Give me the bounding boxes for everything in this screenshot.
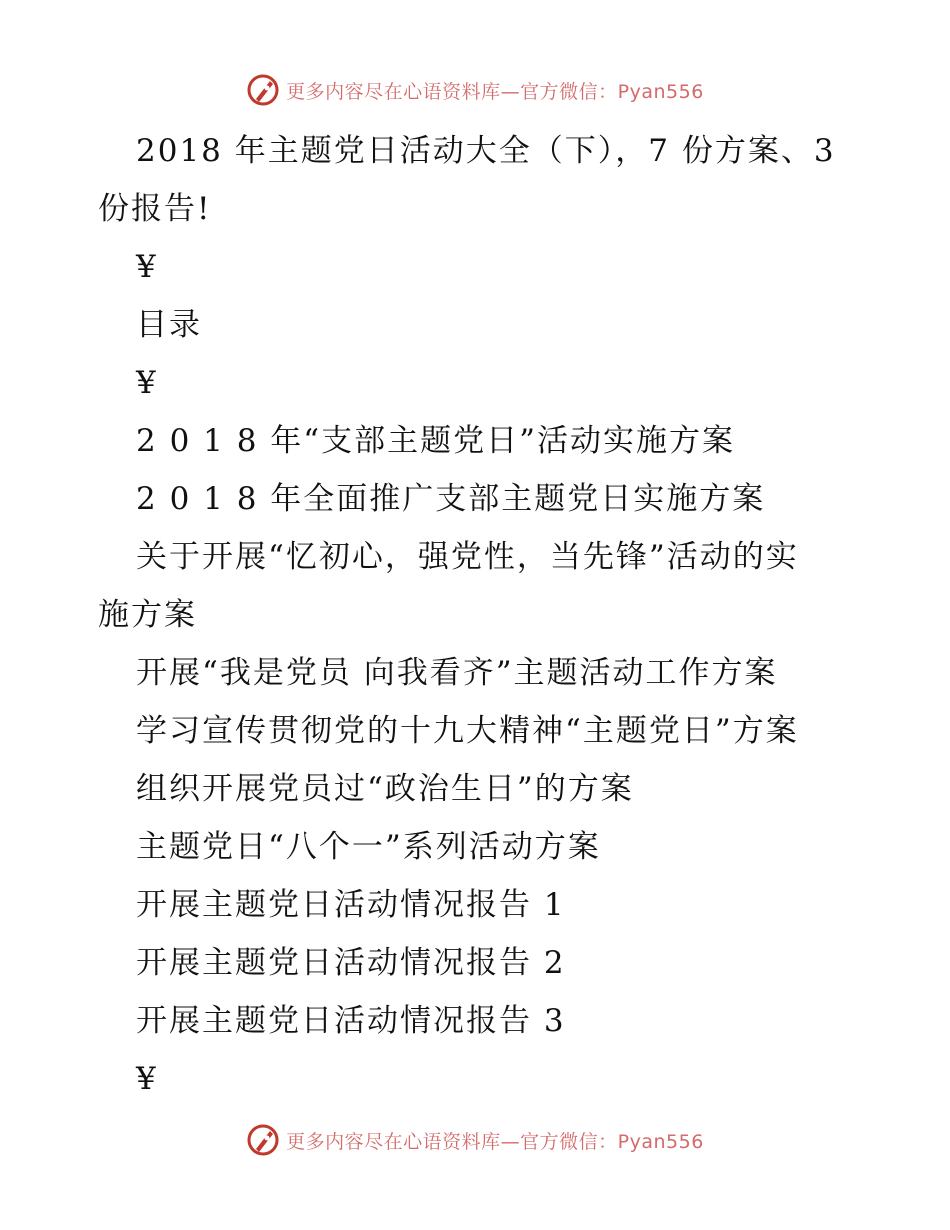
- watermark-text: 更多内容尽在心语资料库—官方微信：Pyan556: [286, 1130, 704, 1153]
- yen-marker: ¥: [136, 1061, 158, 1097]
- toc-item: 开展主题党日活动情况报告 3: [136, 1003, 566, 1039]
- footer-watermark: [0, 1120, 950, 1160]
- toc-heading: 目录: [136, 307, 202, 343]
- toc-item: 关于开展“忆初心，强党性，当先锋”活动的实: [136, 539, 799, 575]
- header-watermark: [0, 70, 950, 110]
- pen-logo-icon: [246, 73, 280, 107]
- toc-item: 开展主题党日活动情况报告 1: [136, 887, 566, 923]
- yen-marker: ¥: [136, 365, 158, 401]
- toc-item: 开展主题党日活动情况报告 2: [136, 945, 566, 981]
- toc-item: 学习宣传贯彻党的十九大精神“主题党日”方案: [136, 713, 799, 749]
- document-body: [98, 122, 858, 1108]
- toc-item: 2 0 1 8 年全面推广支部主题党日实施方案: [136, 481, 766, 517]
- document-title-line-2: 份报告!: [98, 191, 212, 227]
- toc-item: 主题党日“八个一”系列活动方案: [136, 829, 601, 865]
- toc-item-continued: 施方案: [98, 597, 197, 633]
- toc-item: 2 0 1 8 年“支部主题党日”活动实施方案: [136, 423, 736, 459]
- toc-item: 组织开展党员过“政治生日”的方案: [136, 771, 634, 807]
- pen-logo-icon: [246, 1123, 280, 1157]
- document-title-line-1: 2018 年主题党日活动大全（下），7 份方案、3: [136, 133, 836, 169]
- watermark-text: 更多内容尽在心语资料库—官方微信：Pyan556: [286, 80, 704, 103]
- yen-marker: ¥: [136, 249, 158, 285]
- toc-item: 开展“我是党员 向我看齐”主题活动工作方案: [136, 655, 778, 691]
